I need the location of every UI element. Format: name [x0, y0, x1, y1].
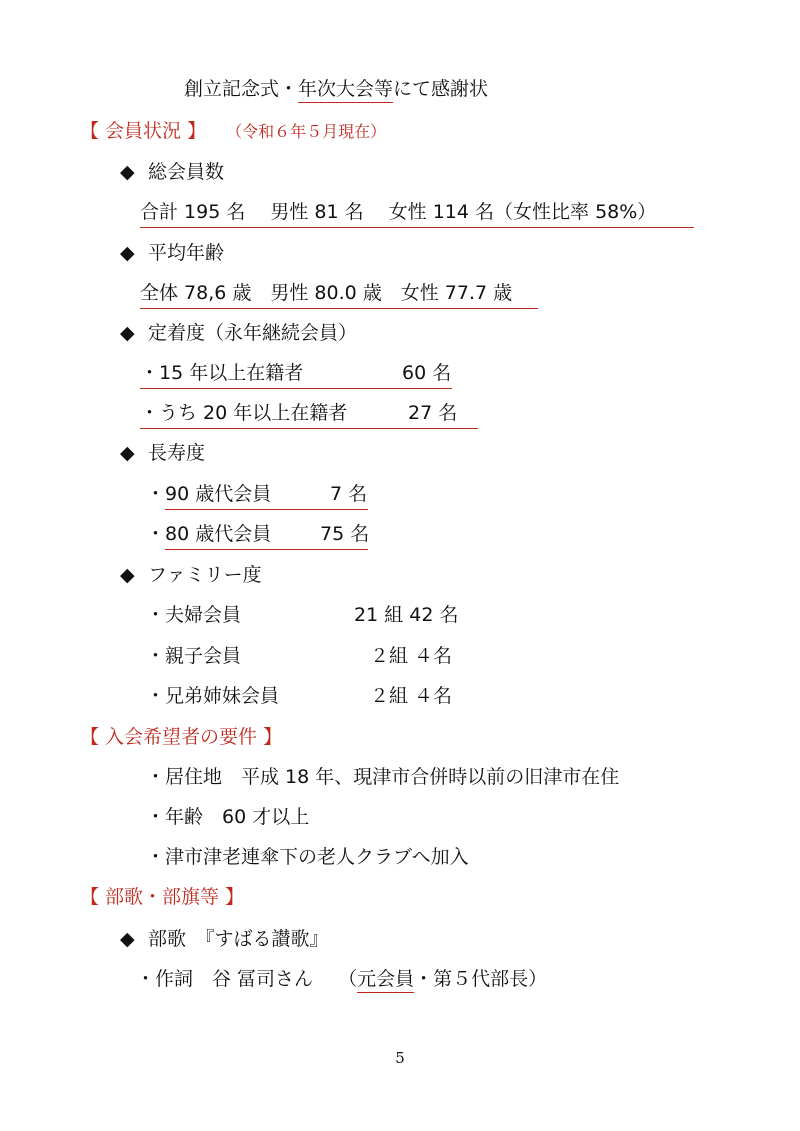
lyricist-underlined: 元会員: [357, 968, 414, 993]
heading-family: [120, 562, 262, 588]
lyricist-line: [136, 966, 547, 992]
family-value: ２組 ４名: [370, 645, 453, 667]
retention-item: [140, 360, 452, 389]
average-age-line: [140, 280, 538, 309]
average-age-text: 全体 78,6 歳 男性 80.0 歳 女性 77.7 歳: [140, 280, 538, 309]
heading-text: 定着度（永年継続会員）: [148, 322, 358, 344]
total-members-text: 合計 195 名 男性 81 名 女性 114 名（女性比率 58%）: [140, 199, 694, 228]
longevity-item: [146, 521, 368, 550]
heading-total-members: [120, 159, 224, 185]
diamond-bullet-icon: ◆: [120, 564, 135, 586]
family-label: ・夫婦会員: [146, 604, 242, 626]
retention-value: 27 名: [408, 402, 458, 424]
requirement-item: [146, 804, 309, 830]
longevity-item: [146, 481, 368, 510]
section-title-text: 【 部歌・部旗等 】: [80, 886, 245, 908]
longevity-label: 90 歳代会員: [165, 483, 272, 505]
section-title-membership: [80, 118, 386, 145]
longevity-label: 80 歳代会員: [165, 523, 272, 545]
requirement-text: ・居住地 平成 18 年、現津市合併時以前の旧津市在住: [146, 766, 620, 788]
diamond-bullet-icon: ◆: [120, 322, 135, 344]
requirement-text: ・津市津老連傘下の老人クラブへ加入: [146, 846, 469, 868]
award-note-prefix: 創立記念式・: [184, 78, 299, 100]
heading-text: 部歌 『すばる讃歌』: [148, 928, 329, 950]
diamond-bullet-icon: ◆: [120, 242, 135, 264]
heading-retention: [120, 320, 357, 346]
family-label: ・兄弟姉妹会員: [146, 685, 280, 707]
bullet: ・: [146, 483, 166, 505]
award-note: [184, 76, 488, 102]
heading-longevity: [120, 440, 205, 466]
retention-label: ・うち 20 年以上在籍者: [140, 402, 348, 424]
section-title-text: 【 会員状況 】: [80, 120, 207, 142]
heading-text: 総会員数: [148, 161, 225, 183]
award-note-suffix: にて感謝状: [393, 78, 489, 100]
family-value: 21 組 42 名: [354, 604, 459, 626]
requirement-item: [146, 764, 619, 790]
retention-item: [140, 400, 478, 429]
diamond-bullet-icon: ◆: [120, 161, 135, 183]
heading-text: 長寿度: [148, 442, 206, 464]
heading-song: [120, 926, 329, 952]
family-label: ・親子会員: [146, 645, 242, 667]
requirement-item: [146, 844, 469, 870]
section-title-requirements: [80, 724, 282, 750]
date-note: （令和６年５月現在）: [226, 122, 387, 141]
heading-average-age: [120, 240, 224, 266]
diamond-bullet-icon: ◆: [120, 928, 135, 950]
award-note-underlined: 年次大会等: [298, 78, 393, 103]
total-members-line: [140, 199, 694, 228]
retention-label: ・15 年以上在籍者: [140, 362, 304, 384]
family-item: [146, 683, 452, 709]
family-item: [146, 643, 452, 669]
page-number: 5: [395, 1049, 405, 1067]
requirement-text: ・年齢 60 才以上: [146, 806, 310, 828]
section-title-text: 【 入会希望者の要件 】: [80, 726, 283, 748]
heading-text: 平均年齢: [148, 242, 225, 264]
lyricist-suffix: ・第５代部長）: [414, 968, 548, 990]
heading-text: ファミリー度: [148, 564, 262, 586]
bullet: ・: [146, 523, 166, 545]
longevity-value: 75 名: [320, 523, 370, 545]
section-title-song-flag: [80, 884, 244, 910]
lyricist-prefix: ・作詞 谷 冨司さん （: [136, 968, 358, 990]
family-value: ２組 ４名: [370, 685, 453, 707]
longevity-value: 7 名: [330, 483, 368, 505]
diamond-bullet-icon: ◆: [120, 442, 135, 464]
retention-value: 60 名: [402, 362, 452, 384]
family-item: [146, 602, 458, 628]
